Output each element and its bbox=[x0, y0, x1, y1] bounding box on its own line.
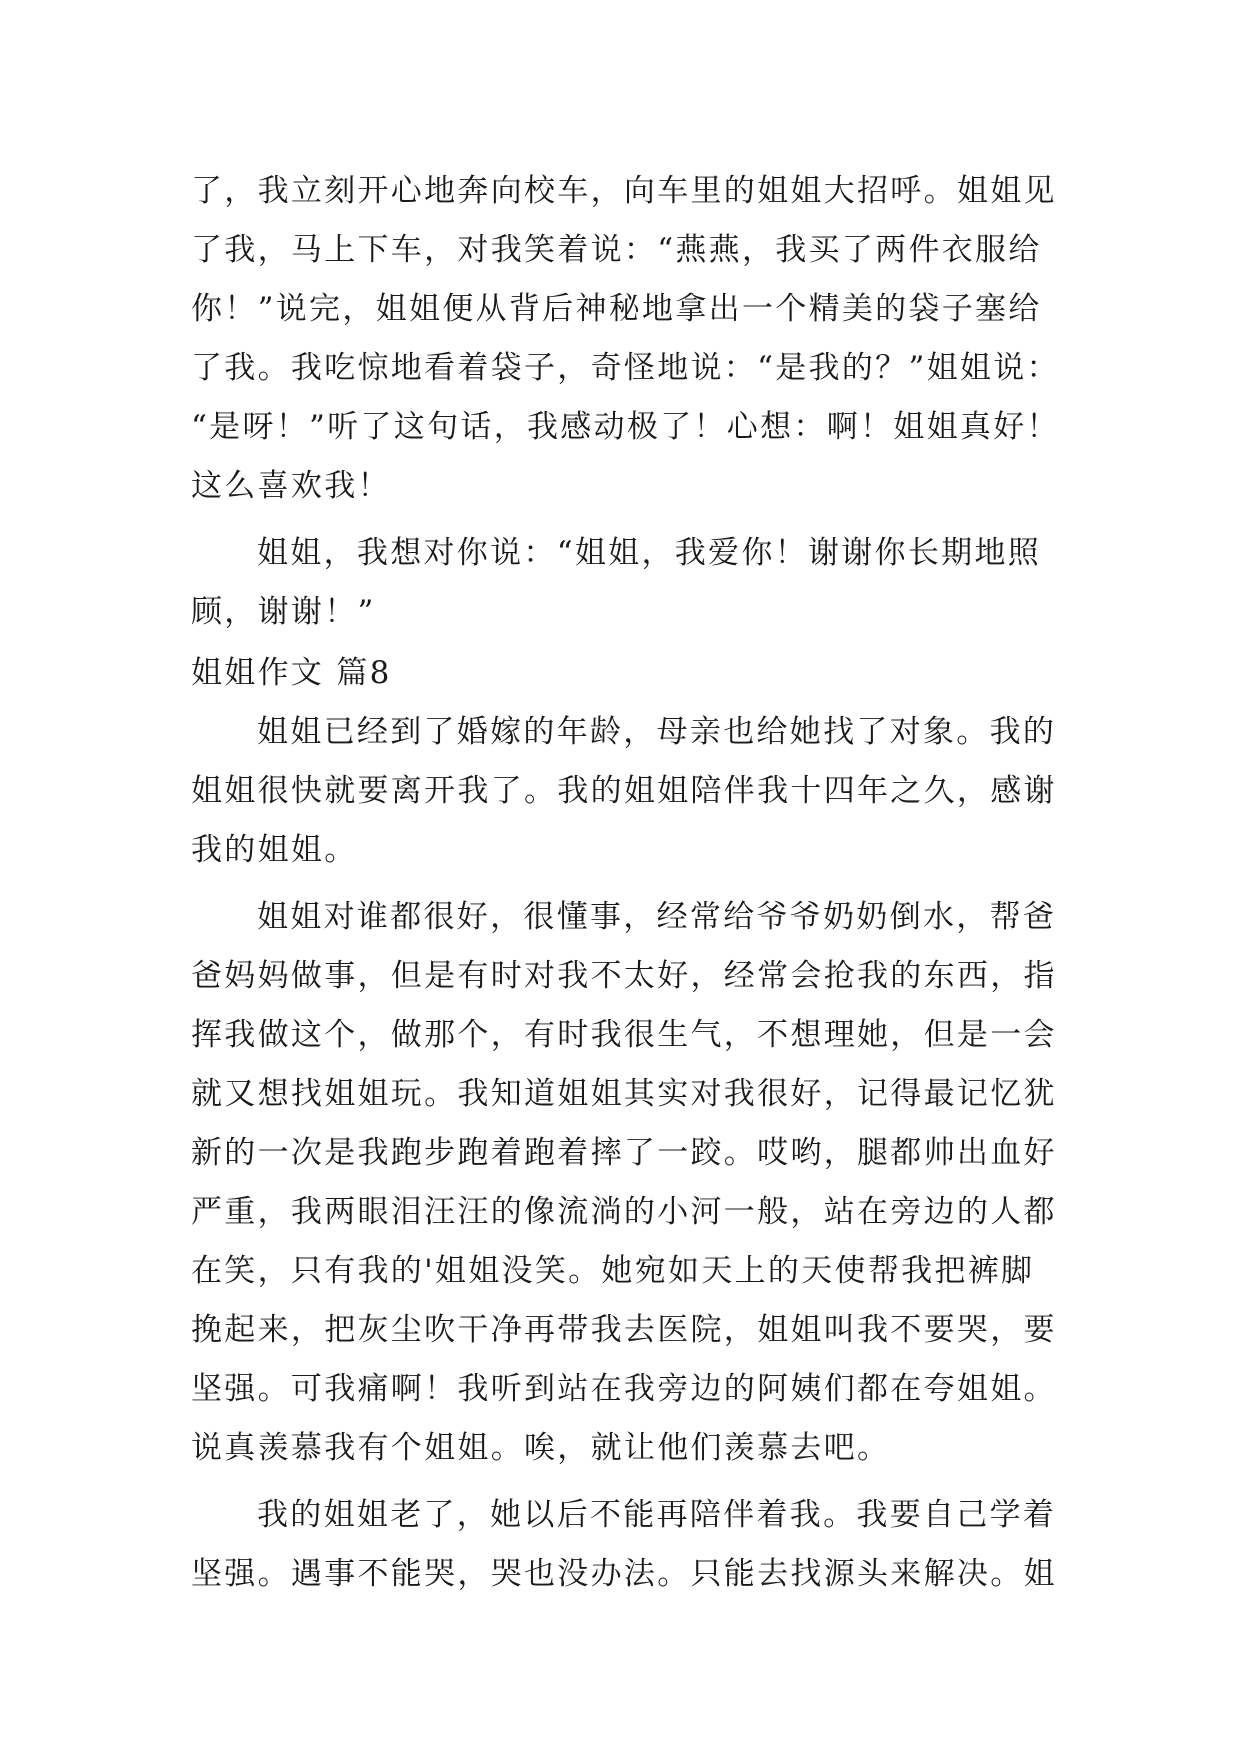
section-heading: 姐姐作文 篇8 bbox=[191, 655, 392, 691]
paragraph-5 bbox=[191, 1486, 1091, 1604]
text-line: 挥我做这个，做那个，有时我很生气，不想理她，但是一会 bbox=[191, 1017, 1057, 1053]
text-line: 新的一次是我跑步跑着跑着摔了一跤。哎哟，腿都帅出血好 bbox=[191, 1135, 1057, 1171]
text-line: 坚强。遇事不能哭，哭也没办法。只能去找源头来解决。姐 bbox=[191, 1556, 1057, 1592]
text-line: 挽起来，把灰尘吹干净再带我去医院，姐姐叫我不要哭，要 bbox=[191, 1312, 1057, 1348]
paragraph-1 bbox=[191, 162, 1091, 516]
text-line: 了我，马上下车，对我笑着说：“燕燕，我买了两件衣服给 bbox=[191, 232, 1042, 268]
text-line: 了，我立刻开心地奔向校车，向车里的姐姐大招呼。姐姐见 bbox=[191, 173, 1057, 209]
text-line: 姐姐对谁都很好，很懂事，经常给爷爷奶奶倒水，帮爸 bbox=[257, 899, 1057, 935]
text-line: 了我。我吃惊地看着袋子，奇怪地说：“是我的？”姐姐说： bbox=[191, 350, 1060, 386]
paragraph-4 bbox=[191, 888, 1091, 1478]
paragraph-2 bbox=[191, 524, 1091, 642]
text-line: 这么喜欢我！ bbox=[191, 468, 391, 504]
text-line: 你！”说完，姐姐便从背后神秘地拿出一个精美的袋子塞给 bbox=[191, 291, 1042, 327]
text-line: 在笑，只有我的'姐姐没笑。她宛如天上的天使帮我把裤脚 bbox=[191, 1253, 1035, 1289]
text-line: 顾，谢谢！” bbox=[191, 594, 376, 630]
text-line: “是呀！”听了这句话，我感动极了！心想：啊！姐姐真好！ bbox=[191, 409, 1060, 445]
paragraph-3 bbox=[191, 703, 1091, 880]
text-line: 我的姐姐老了，她以后不能再陪伴着我。我要自己学着 bbox=[257, 1497, 1057, 1533]
document-body bbox=[191, 162, 1091, 1604]
text-line: 就又想找姐姐玩。我知道姐姐其实对我很好，记得最记忆犹 bbox=[191, 1076, 1057, 1112]
text-line: 姐姐，我想对你说：“姐姐，我爱你！谢谢你长期地照 bbox=[257, 535, 1042, 571]
text-line: 我的姐姐。 bbox=[191, 832, 358, 868]
text-line: 严重，我两眼泪汪汪的像流淌的小河一般，站在旁边的人都 bbox=[191, 1194, 1057, 1230]
text-line: 爸妈妈做事，但是有时对我不太好，经常会抢我的东西，指 bbox=[191, 958, 1057, 994]
text-line: 坚强。可我痛啊！我听到站在我旁边的阿姨们都在夸姐姐。 bbox=[191, 1371, 1057, 1407]
text-line: 姐姐已经到了婚嫁的年龄，母亲也给她找了对象。我的 bbox=[257, 714, 1057, 750]
text-line: 说真羡慕我有个姐姐。唉，就让他们羡慕去吧。 bbox=[191, 1430, 891, 1466]
text-line: 姐姐很快就要离开我了。我的姐姐陪伴我十四年之久，感谢 bbox=[191, 773, 1057, 809]
